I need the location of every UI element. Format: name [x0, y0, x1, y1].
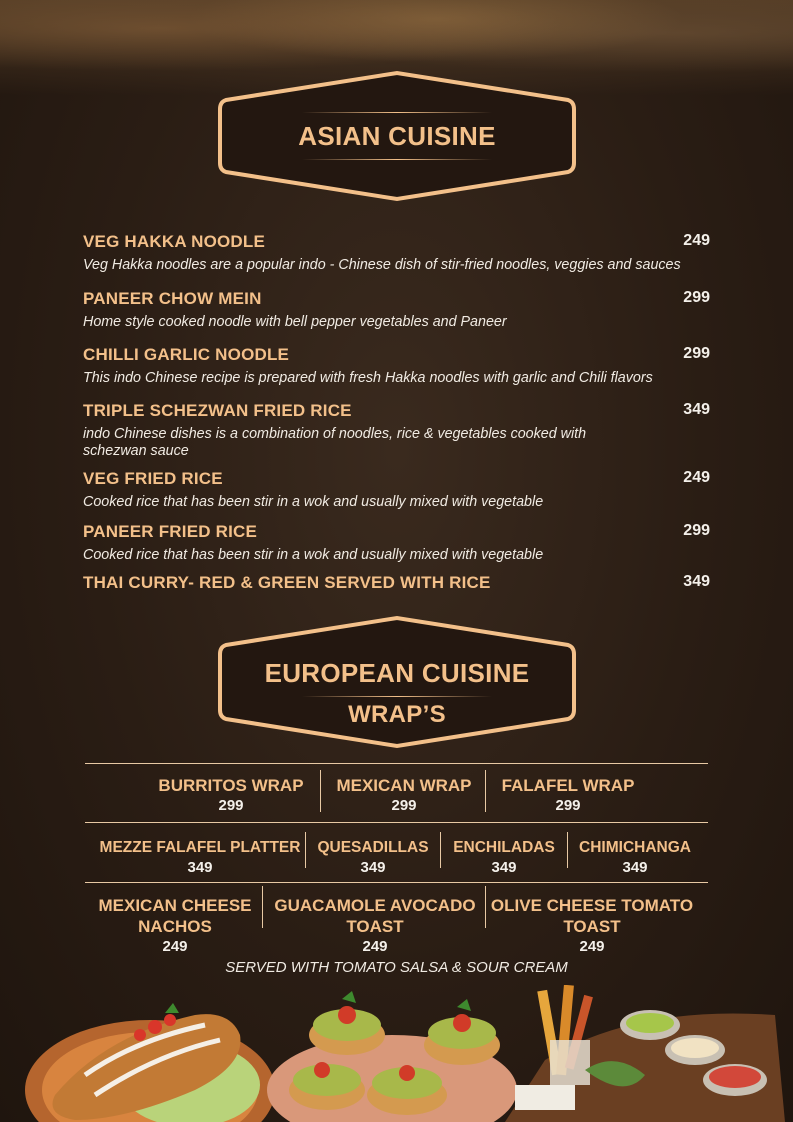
wrap-cell: [442, 837, 566, 877]
wrap-name-line1: GUACAMOLE AVOCADO: [274, 896, 476, 915]
wrap-name: MEXICAN WRAP: [336, 776, 472, 795]
item-description: Veg Hakka noodles are a popular indo - Chinese dish of stir-fried noodles, veggies and sauces: [83, 257, 681, 273]
divider: [440, 832, 441, 868]
item-price: 299: [683, 522, 710, 539]
wrap-cell: [569, 837, 701, 877]
asian-cuisine-title: ASIAN CUISINE: [298, 121, 496, 151]
burrito-plate-image: [15, 995, 280, 1122]
item-name: THAI CURRY- RED & GREEN SERVED WITH RICE: [83, 573, 491, 592]
menu-item: [83, 522, 710, 564]
european-cuisine-badge: [218, 614, 576, 750]
wrap-price: 349: [187, 859, 213, 876]
served-with-note: SERVED WITH TOMATO SALSA & SOUR CREAM: [225, 959, 568, 976]
wrap-name-line2: TOAST: [563, 917, 621, 936]
item-price: 299: [683, 289, 710, 306]
item-description: indo Chinese dishes is a combination of noodles, rice & vegetables cooked with schezwan sauce: [83, 426, 587, 459]
divider: [320, 770, 321, 812]
item-name: TRIPLE SCHEZWAN FRIED RICE: [83, 401, 352, 420]
wrap-name: MEZZE FALAFEL PLATTER: [99, 839, 301, 856]
wrap-cell: [266, 895, 484, 956]
nachos-platter-image: [485, 985, 785, 1122]
menu-item: [83, 345, 710, 387]
european-cuisine-title: EUROPEAN CUISINE: [264, 658, 530, 688]
wrap-cell: [95, 837, 305, 877]
item-price: 349: [683, 401, 710, 418]
wrap-name: FALAFEL WRAP: [501, 776, 635, 795]
badge-rule-bottom: [302, 159, 492, 160]
item-price: 349: [683, 573, 710, 590]
badge-rule-top: [302, 112, 492, 113]
asian-cuisine-badge: [218, 69, 576, 203]
avocado-toast-image: [262, 985, 522, 1122]
wrap-price: 249: [162, 938, 188, 955]
wrap-cell: [488, 895, 696, 956]
wrap-price: 249: [579, 938, 605, 955]
menu-item: [83, 401, 710, 460]
wrap-name: ENCHILADAS: [453, 839, 555, 856]
wrap-cell: [95, 895, 255, 956]
item-name: VEG HAKKA NOODLE: [83, 232, 266, 251]
menu-item: [83, 469, 710, 511]
wrap-name: CHIMICHANGA: [579, 839, 691, 856]
wrap-name-line1: MEXICAN CHEESE: [98, 896, 252, 915]
divider: [485, 886, 486, 928]
item-name: CHILLI GARLIC NOODLE: [83, 345, 290, 364]
item-name: PANEER CHOW MEIN: [83, 289, 262, 308]
wrap-price: 249: [362, 938, 388, 955]
badge-rule-middle: [302, 696, 492, 697]
divider: [262, 886, 263, 928]
wrap-name-line2: NACHOS: [138, 917, 212, 936]
wrap-price: 299: [555, 797, 581, 814]
item-price: 249: [683, 232, 710, 249]
wrap-name-line2: TOAST: [346, 917, 404, 936]
wrap-price: 349: [360, 859, 386, 876]
menu-item: [83, 232, 710, 274]
wrap-name: BURRITOS WRAP: [158, 776, 304, 795]
wrap-price: 299: [391, 797, 417, 814]
item-price: 249: [683, 469, 710, 486]
item-price: 299: [683, 345, 710, 362]
wrap-price: 349: [491, 859, 517, 876]
wrap-cell: [145, 775, 317, 815]
wraps-subtitle: WRAP’S: [348, 701, 446, 728]
divider: [85, 822, 708, 823]
divider: [305, 832, 306, 868]
item-description: Cooked rice that has been stir in a wok and usually mixed with vegetable: [83, 494, 544, 510]
item-name: PANEER FRIED RICE: [83, 522, 258, 541]
wrap-cell: [307, 837, 439, 877]
menu-item: [83, 573, 710, 593]
item-description: This indo Chinese recipe is prepared with fresh Hakka noodles with garlic and Chili flavors: [83, 370, 653, 386]
wrap-name-line1: OLIVE CHEESE TOMATO: [490, 896, 694, 915]
divider: [567, 832, 568, 868]
item-description: Home style cooked noodle with bell pepper vegetables and Paneer: [83, 314, 507, 330]
item-description: Cooked rice that has been stir in a wok and usually mixed with vegetable: [83, 547, 544, 563]
menu-item: [83, 289, 710, 331]
wrap-price: 299: [218, 797, 244, 814]
wrap-name: QUESADILLAS: [317, 839, 429, 856]
item-name: VEG FRIED RICE: [83, 469, 223, 488]
divider: [85, 882, 708, 883]
divider: [85, 763, 708, 764]
wrap-cell: [487, 775, 649, 815]
wrap-cell: [322, 775, 486, 815]
wrap-price: 349: [622, 859, 648, 876]
